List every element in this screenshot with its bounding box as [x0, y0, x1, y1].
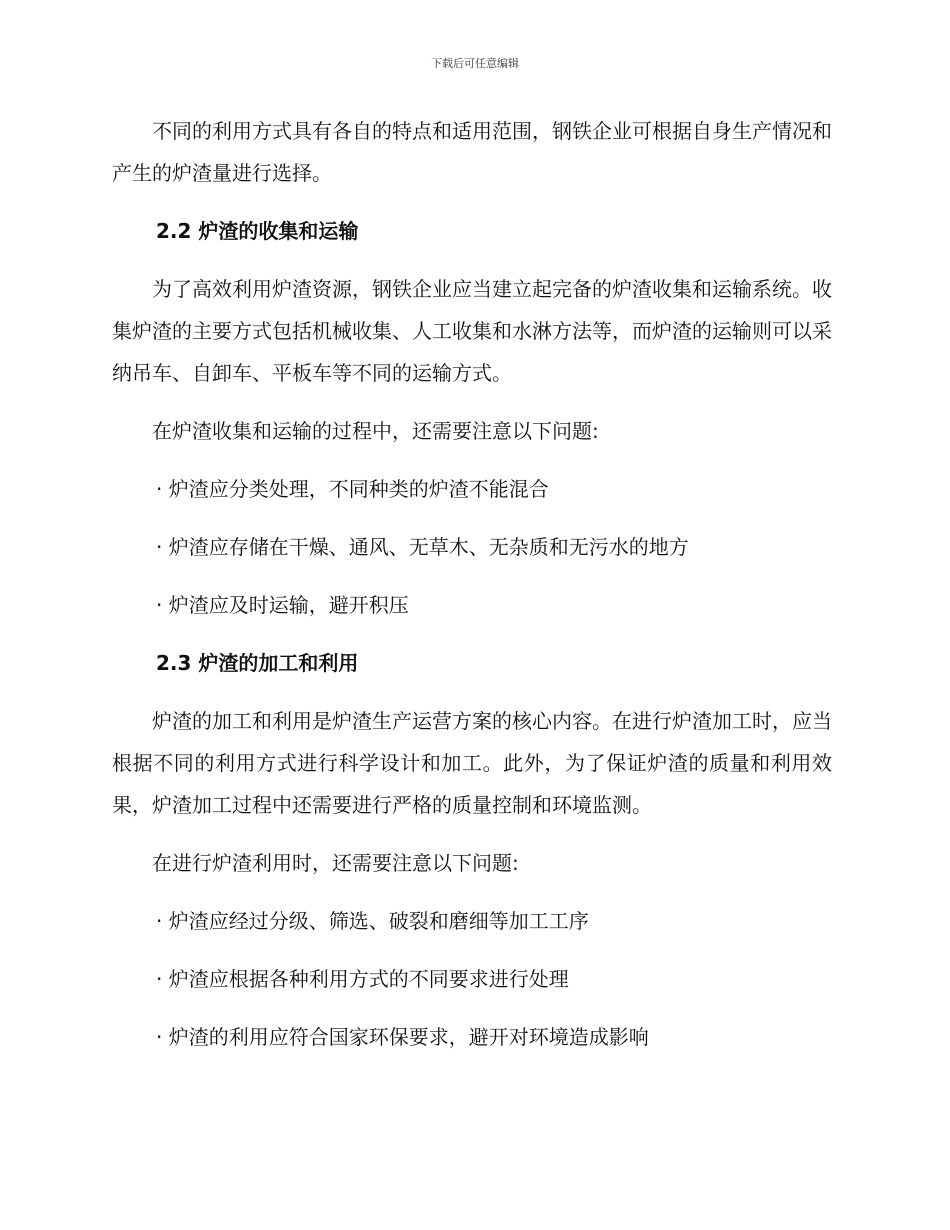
section-heading-2-3: 2.3 炉渣的加工和利用 [156, 651, 359, 675]
paragraph-collection-notes-intro: 在炉渣收集和运输的过程中，还需要注意以下问题: [152, 419, 599, 443]
list-item: · 炉渣应根据各种利用方式的不同要求进行处理 [156, 967, 569, 991]
page-header: 下载后可任意编辑 [431, 57, 519, 70]
section-heading-2-2: 2.2 炉渣的收集和运输 [156, 219, 359, 243]
paragraph-collection-transport: 为了高效利用炉渣资源，钢铁企业应当建立起完备的炉渣收集和运输系统。收集炉渣的主要方式包括机械收集、人工收集和水淋方法等，而炉渣的运输则可以采纳吊车、自卸车、平板车等不同的运输方式。 [112, 277, 832, 385]
list-item: · 炉渣应及时运输，避开积压 [156, 593, 409, 617]
list-item: · 炉渣应经过分级、筛选、破裂和磨细等加工工序 [156, 909, 589, 933]
list-item: · 炉渣的利用应符合国家环保要求，避开对环境造成影响 [156, 1025, 649, 1049]
paragraph-processing: 炉渣的加工和利用是炉渣生产运营方案的核心内容。在进行炉渣加工时，应当根据不同的利用方式进行科学设计和加工。此外，为了保证炉渣的质量和利用效果，炉渣加工过程中还需要进行严格的质量控制和环境监测。 [112, 709, 832, 817]
paragraph-usage-summary: 不同的利用方式具有各自的特点和适用范围，钢铁企业可根据自身生产情况和产生的炉渣量进行选择。 [112, 119, 832, 185]
list-item: · 炉渣应存储在干燥、通风、无草木、无杂质和无污水的地方 [156, 535, 689, 559]
document-body [112, 110, 832, 1074]
list-item: · 炉渣应分类处理，不同种类的炉渣不能混合 [156, 477, 549, 501]
paragraph-utilization-notes-intro: 在进行炉渣利用时，还需要注意以下问题: [152, 851, 519, 875]
